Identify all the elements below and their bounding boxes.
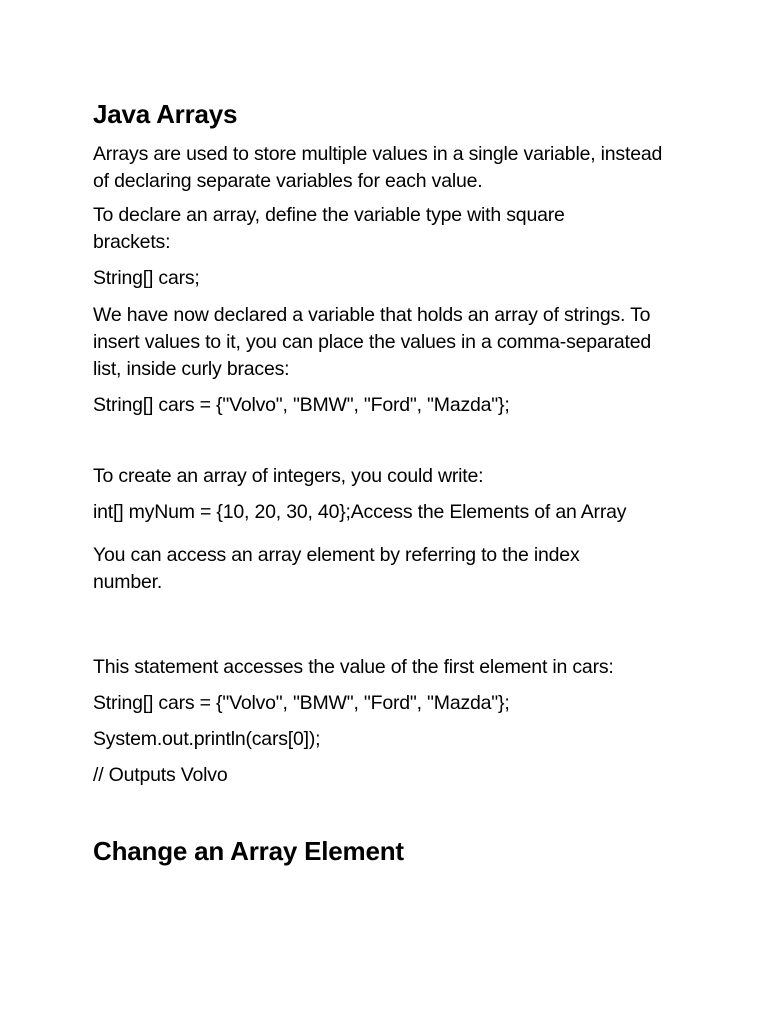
code-cars-initialized: String[] cars = {"Volvo", "BMW", "Ford", "Mazda"}; [93, 394, 510, 416]
paragraph-arrays-intro: Arrays are used to store multiple values in a single variable, instead of declaring separate variables for each value. [93, 143, 663, 192]
heading-java-arrays: Java Arrays [93, 99, 238, 129]
paragraph-first-element: This statement accesses the value of the first element in cars: [93, 656, 614, 678]
code-cars-array: String[] cars = {"Volvo", "BMW", "Ford", "Mazda"}; [93, 692, 510, 714]
code-comment-outputs: // Outputs Volvo [93, 764, 228, 786]
heading-change-array-element: Change an Array Element [93, 836, 404, 866]
paragraph-insert-values: We have now declared a variable that holds an array of strings. To insert values to it, you can place the values in a comma-separated list, inside curly braces: [93, 304, 652, 380]
paragraph-access-element: You can access an array element by referring to the index number. [93, 544, 580, 593]
paragraph-integers: To create an array of integers, you could write: [93, 465, 484, 487]
code-println: System.out.println(cars[0]); [93, 728, 321, 750]
code-declare-cars: String[] cars; [93, 267, 200, 289]
document-page [93, 96, 693, 869]
paragraph-declare-array: To declare an array, define the variable type with square brackets: [93, 204, 565, 253]
code-mynum-access-elements: int[] myNum = {10, 20, 30, 40};Access the Elements of an Array [93, 501, 627, 523]
